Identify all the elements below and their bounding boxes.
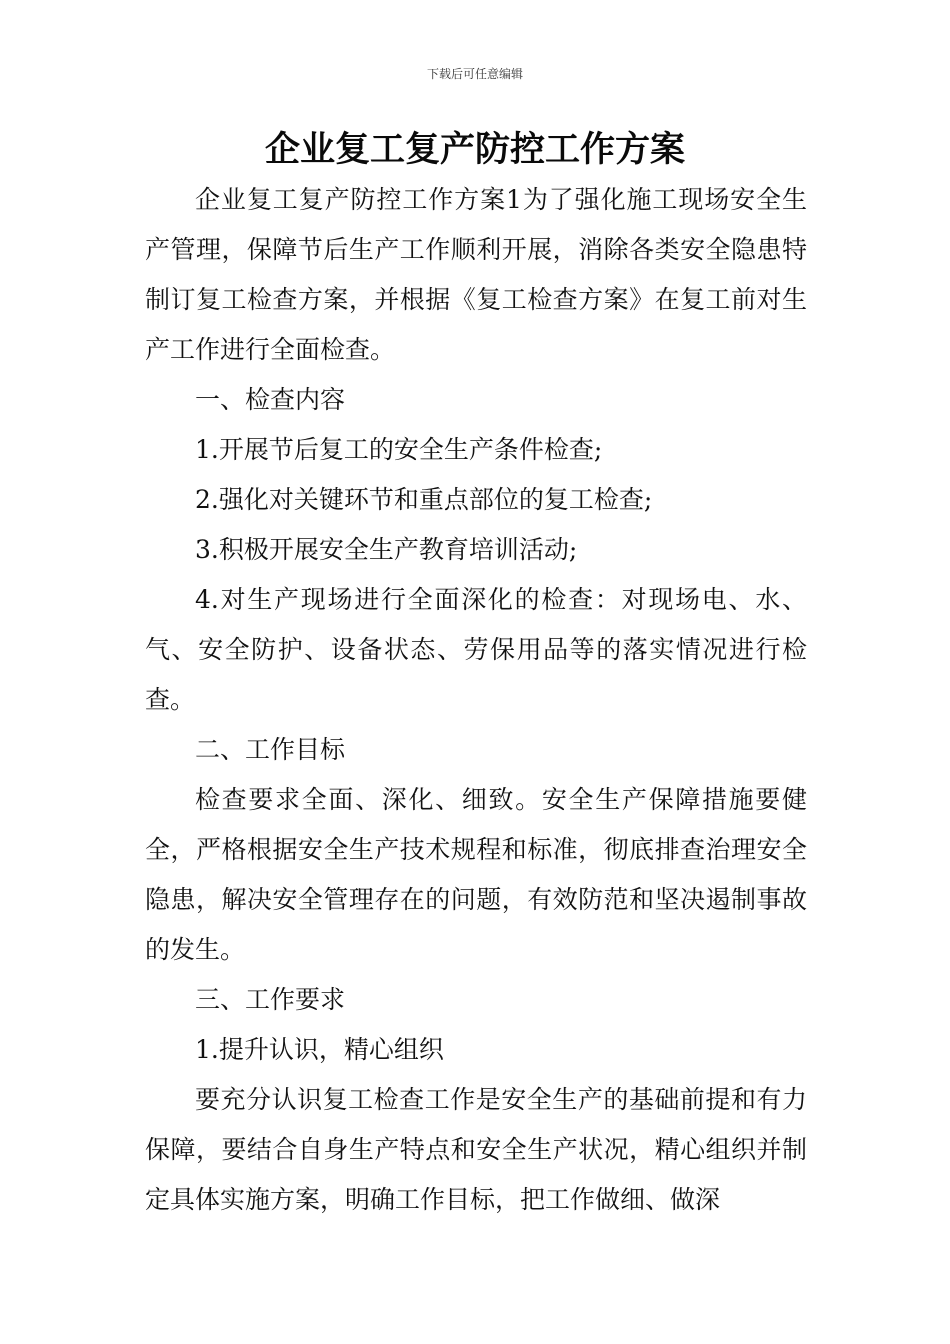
document-title: 企业复工复产防控工作方案 <box>264 130 685 170</box>
intro-paragraph: 企业复工复产防控工作方案1为了强化施工现场安全生产管理，保障节后生产工作顺利开展，消除各类安全隐患特制订复工检查方案，并根据《复工检查方案》在复工前对生产工作进行全面检查。 <box>145 185 807 364</box>
list-item: 1.开展节后复工的安全生产条件检查; <box>195 435 603 464</box>
section-heading-work-goals: 二、工作目标 <box>195 735 346 764</box>
section-heading-work-requirements: 三、工作要求 <box>195 985 346 1014</box>
requirements-paragraph: 要充分认识复工检查工作是安全生产的基础前提和有力保障，要结合自身生产特点和安全生产状况，精心组织并制定具体实施方案，明确工作目标，把工作做细、做深 <box>145 1085 807 1214</box>
list-item: 3.积极开展安全生产教育培训活动; <box>195 535 578 564</box>
document-body <box>145 175 807 1225</box>
list-item: 2.强化对关键环节和重点部位的复工检查; <box>195 485 653 514</box>
list-item: 4.对生产现场进行全面深化的检查：对现场电、水、气、安全防护、设备状态、劳保用品等的落实情况进行检查。 <box>145 585 807 714</box>
goals-paragraph: 检查要求全面、深化、细致。安全生产保障措施要健全，严格根据安全生产技术规程和标准，彻底排查治理安全隐患，解决安全管理存在的问题，有效防范和坚决遏制事故的发生。 <box>145 785 807 964</box>
subsection-heading: 1.提升认识，精心组织 <box>195 1035 444 1064</box>
section-heading-inspection-content: 一、检查内容 <box>195 385 346 414</box>
header-note: 下载后可任意编辑 <box>426 67 523 81</box>
